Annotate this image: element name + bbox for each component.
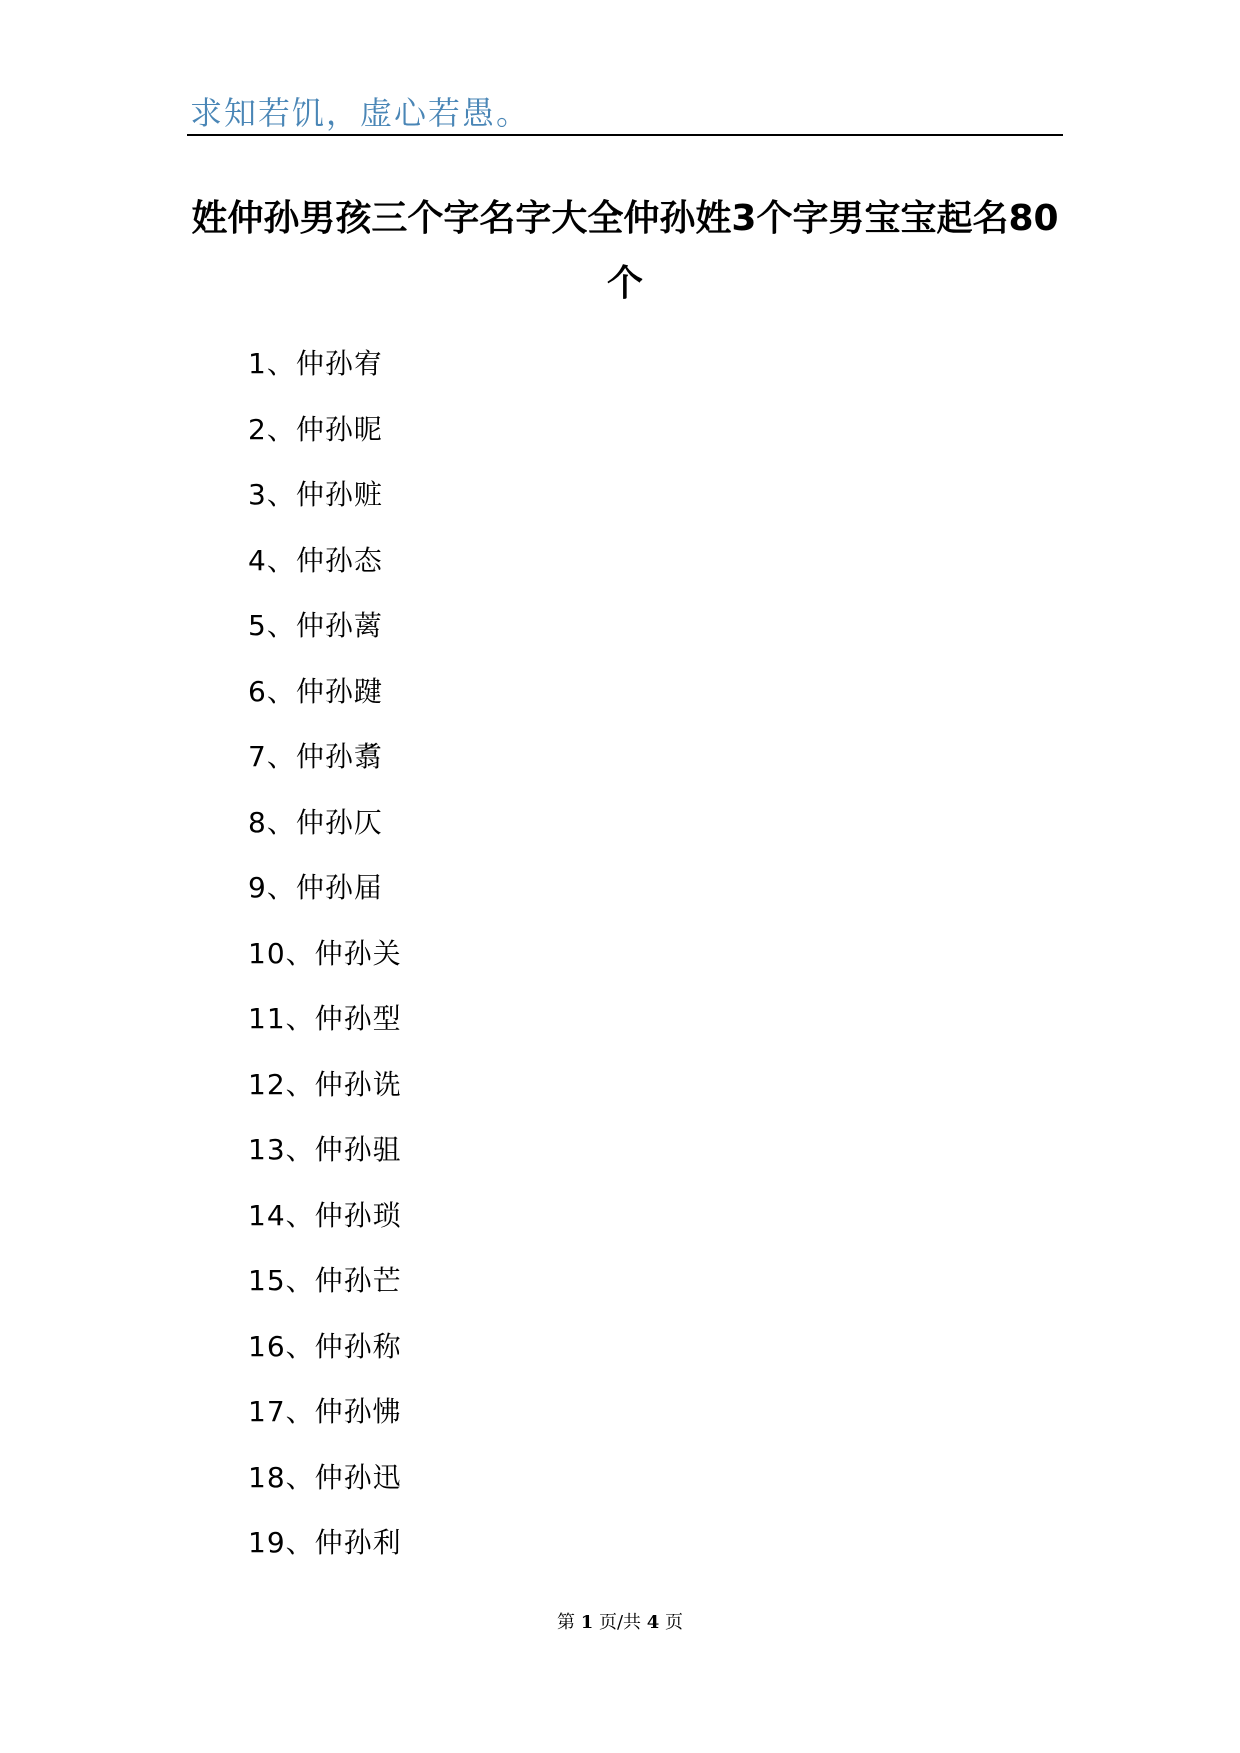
list-item: 11、仲孙型 — [248, 1002, 402, 1035]
footer-suffix: 页 — [659, 1612, 684, 1633]
header-divider — [187, 134, 1063, 136]
document-title: 姓仲孙男孩三个字名字大全仲孙姓3个字男宝宝起名80个 — [191, 198, 1059, 304]
name-list — [248, 344, 402, 1589]
list-item: 3、仲孙赃 — [248, 478, 383, 511]
list-item: 12、仲孙诜 — [248, 1067, 402, 1101]
list-item: 8、仲孙仄 — [248, 805, 383, 839]
list-item: 14、仲孙琐 — [248, 1198, 402, 1232]
list-item: 7、仲孙翥 — [248, 740, 383, 773]
total-pages-number: 4 — [646, 1612, 660, 1633]
list-item: 2、仲孙昵 — [248, 412, 383, 446]
list-item: 17、仲孙怫 — [248, 1395, 402, 1428]
list-item: 9、仲孙届 — [248, 871, 383, 904]
list-item: 19、仲孙利 — [248, 1526, 402, 1559]
list-item: 5、仲孙蓠 — [248, 609, 383, 642]
list-item: 15、仲孙芒 — [248, 1264, 402, 1297]
list-item: 18、仲孙迅 — [248, 1460, 402, 1494]
page-footer — [0, 1608, 1240, 1634]
list-item: 6、仲孙踺 — [248, 674, 383, 708]
current-page-number: 1 — [580, 1612, 594, 1633]
list-item: 4、仲孙态 — [248, 543, 383, 577]
footer-middle: 页/共 — [593, 1612, 647, 1633]
list-item: 10、仲孙关 — [248, 936, 402, 970]
list-item: 16、仲孙称 — [248, 1329, 402, 1363]
list-item: 13、仲孙驵 — [248, 1133, 402, 1166]
page-header-motto: 求知若饥，虚心若愚。 — [190, 94, 531, 132]
list-item: 1、仲孙宥 — [248, 347, 383, 380]
footer-prefix: 第 — [556, 1612, 581, 1633]
